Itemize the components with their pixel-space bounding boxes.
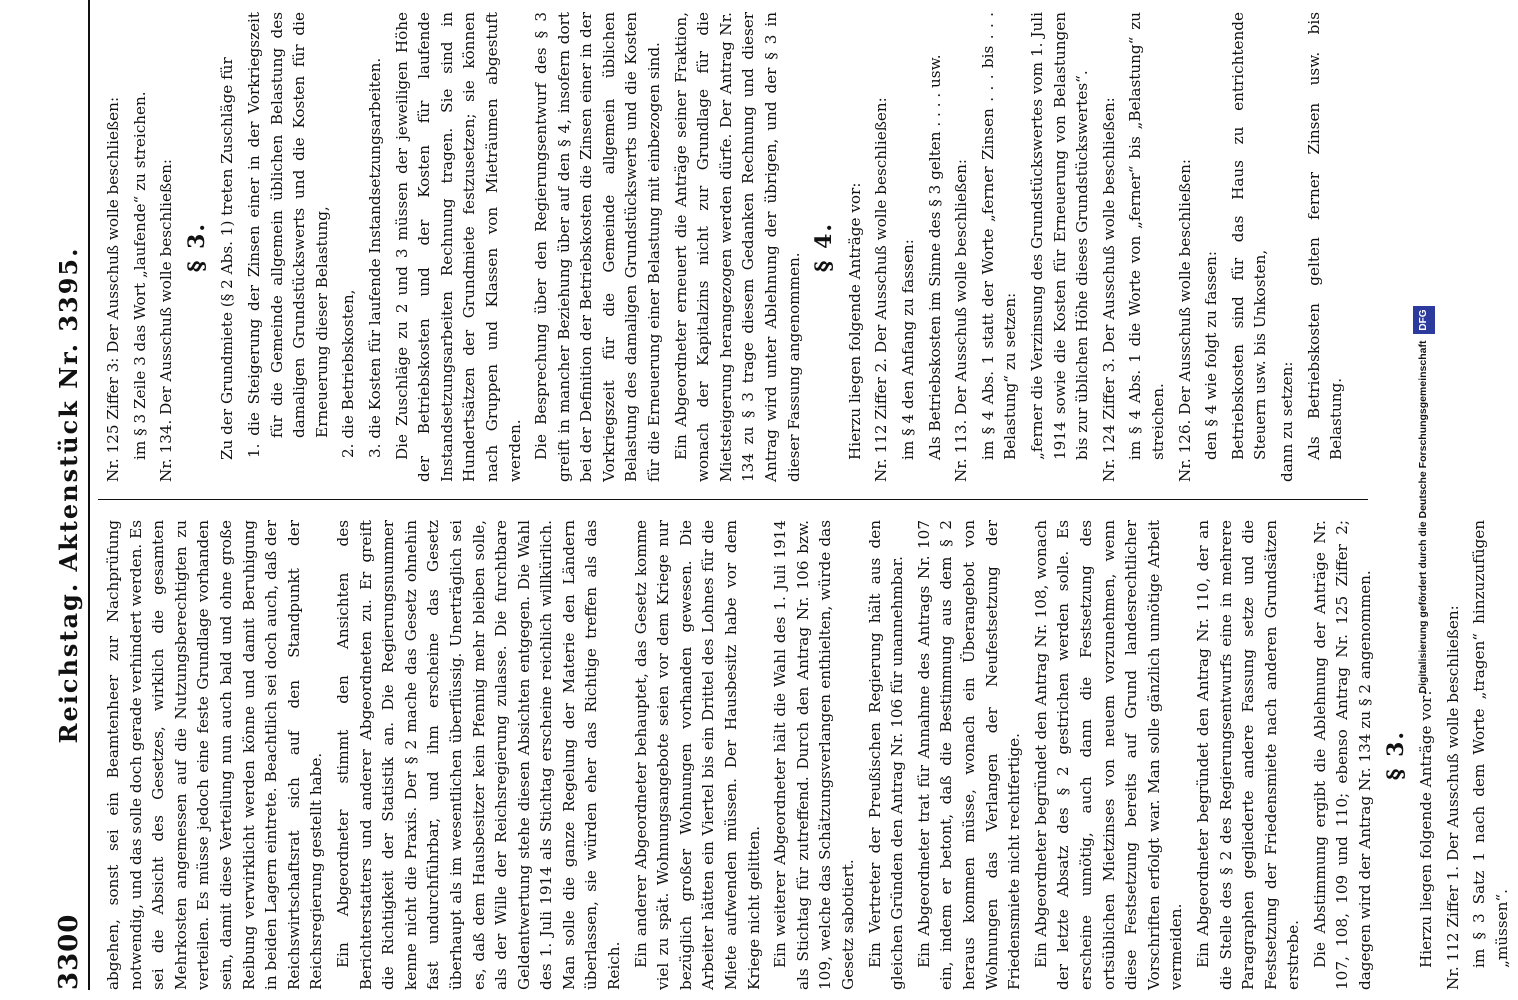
paragraph: Ein Abgeordneter begründet den Antrag Nr. 108, wonach der letzte Absatz des § 2 gestrichen werden solle. Es erscheine unnötig, auch dann die Festsetzung des ortsüblichen Mietzinses von neuem vorzunehmen, wenn diese Festsetzung bereits auf Grund landesrechtlicher Vorschriften erfolgt war. Man solle gänzlich unnötige Arbeit vermeiden. xyxy=(1031,520,1186,990)
paragraph: Hierzu liegen folgende Anträge vor: xyxy=(845,182,864,460)
paragraph: Ein Abgeordneter stimmt den Ansichten des Berichterstatters und anderer Abgeordneten zu. Er greift die Richtigkeit der Statistik an. Die Regierungsnummer kenne nicht die Praxis. Der § 2 mache das Gesetz ohnehin fast undurchführbar, und ihm erscheine das Gesetz überhaupt als im wesentlichen überflüssig. Unerträglich sei es, daß dem Hausbesitzer kein Pfennig mehr bleiben solle, als der Wille der Reichsregierung zulasse. Die furchtbare Geldentwertung stehe diesen Absichten entgegen. Die Wahl des 1. Juli 1914 als Stichtag erscheine reichlich willkürlich. Man solle die ganze Regelung der Materie den Ländern überlassen, sie würden eher das Richtige treffen als das Reich. xyxy=(333,520,624,990)
header-rule xyxy=(88,0,90,990)
paragraph: Die Abstimmung ergibt die Ablehnung der Anträge Nr. 107, 108, 109 und 110; ebenso Antrag Nr. 125 Ziffer 2; dagegen wird der Antrag Nr. 134 zu § 2 angenommen. xyxy=(1310,520,1375,990)
section-heading: § 3. xyxy=(183,221,210,273)
paragraph: Nr. 112 Ziffer 1. Der Ausschuß wolle beschließen: xyxy=(1443,605,1462,990)
right-column xyxy=(102,12,1352,482)
paragraph: im § 3 Zeile 3 das Wort „laufende“ zu streichen. xyxy=(130,91,149,460)
paragraph: Ein Abgeordneter erneuert die Anträge seiner Fraktion, wonach der Kapitalzins nicht zur Grundlage für die Mietsteigerung herangezogen werden dürfe. Der Antrag Nr. 134 zu § 3 trage diesem Gedanken Rechnung und dieser Antrag wird unter Ablehnung der übrigen, und der § 3 in dieser Fassung angenommen. xyxy=(671,12,803,482)
paragraph: Ein weiterer Abgeordneter hält die Wahl des 1. Juli 1914 als Stichtag für zutreffend. Durch den Antrag Nr. 106 bzw. 109, welche das Schätzungsverlangen enthielten, würde das Gesetz sabotiert. xyxy=(771,520,857,990)
paragraph: im § 4 Abs. 1 statt der Worte „ferner Zinsen . . . bis . . . Belastung“ zu setzen: xyxy=(978,12,1020,460)
paragraph: Hierzu liegen folgende Anträge vor: xyxy=(1417,690,1436,968)
paragraph: Ein Abgeordneter trat für Annahme des Antrags Nr. 107 ein, indem er betont, daß die Bestimmung aus dem § 2 heraus kommen müsse, wonach ein Überangebot von Wohnungen das Verlangen der Neufestsetzung der Friedensmiete nicht rechtfertige. xyxy=(914,520,1024,990)
paragraph: dann zu setzen: xyxy=(1277,361,1296,482)
list-item: 3. die Kosten für laufende Instandsetzungsarbeiten. xyxy=(365,57,384,458)
paragraph: Nr. 125 Ziffer 3: Der Ausschuß wolle beschließen: xyxy=(104,96,122,482)
paragraph: Ein anderer Abgeordneter behauptet, das Gesetz komme viel zu spät. Wohnungsangebote seien vor dem Kriege nur bezüglich großer Wohnungen vorhanden gewesen. Die Arbeiter hätten ein Viertel bis ein Drittel des Lohnes für die Miete aufwenden müssen. Der Hausbesitz habe vor dem Kriege nicht gelitten. xyxy=(631,520,763,990)
paragraph: Ein Abgeordneter begründet den Antrag Nr. 110, der an die Stelle des § 2 des Regierungsentwurfs eine in mehrere Paragraphen gegliederte andere Fassung setze und die Festsetzung der Friedensmiete nach anderen Grundsätzen erstrebe. xyxy=(1193,520,1303,990)
paragraph: Ein Vertreter der Preußischen Regierung hält aus den gleichen Gründen den Antrag Nr. 106 für unannehmbar. xyxy=(865,520,907,990)
left-column xyxy=(102,520,1518,990)
funding-text: Digitalisierung gefördert durch die Deutsche Forschungsgemeinschaft xyxy=(1417,340,1429,694)
paragraph: Nr. 134. Der Ausschuß wolle beschließen: xyxy=(157,158,176,482)
digitization-note xyxy=(1412,0,1434,1000)
paragraph: Nr. 124 Ziffer 3. Der Ausschuß wolle beschließen: xyxy=(1099,97,1118,482)
paragraph: Die Zuschläge zu 2 und 3 müssen der jeweiligen Höhe der Betriebskosten und der Kosten für laufende Instandsetzungsarbeiten Rechnung tragen. Sie sind in Hundertsätzen der Grundmiete festzusetzen; sie können nach Gruppen und Klassen von Mieträumen abgestuft werden. xyxy=(392,12,524,482)
paragraph: Nr. 126. Der Ausschuß wolle beschließen: xyxy=(1175,158,1194,482)
section-heading: § 3. xyxy=(1382,729,1409,781)
paragraph: Die Besprechung über den Regierungsentwurf des § 3 greift in mancher Beziehung über auf den § 4, insofern dort bei der Definition der Betriebskosten die Zinsen einer in der Vorkriegszeit für die Gemeinde allgemein üblichen Belastung des damaligen Grundstückswerts und die Kosten für die Erneuerung einer Belastung mit einbezogen sind. xyxy=(532,12,664,482)
paragraph: Betriebskosten sind für das Haus zu entrichtende Steuern usw. bis Unkosten, xyxy=(1228,12,1270,460)
column-divider xyxy=(98,499,1368,500)
paragraph: Als Betriebskosten im Sinne des § 3 gelten . . . . usw. xyxy=(925,54,944,460)
paragraph: abgehen, sonst sei ein Beamtenheer zur Nachprüfung notwendig, und das solle doch gerade verhindert werden. Es sei die Absicht des Gesetzes, wirklich die gesamten Mehrkosten angemessen auf die Nutzungsberechtigten zu verteilen. Es müsse jedoch eine feste Grundlage vorhanden sein, damit diese Verteilung nun auch bald und ohne große Reibung verwirklicht werden könne und damit Beruhigung in beiden Lagern eintrete. Beachtlich sei doch auch, daß der Reichswirtschaftsrat sich auf den Standpunkt der Reichsregierung gestellt habe. xyxy=(104,520,326,990)
paragraph: Nr. 113. Der Ausschuß wolle beschließen: xyxy=(952,158,971,482)
page-number: 3300 xyxy=(54,913,84,990)
paragraph: „ferner die Verzinsung des Grundstückswertes vom 1. Juli 1914 sowie die Kosten für Erneuerung von Belastungen bis zur üblichen Höhe dieses Grundstückswertes“. xyxy=(1027,12,1092,460)
paragraph: im § 4 Abs. 1 die Worte von „ferner“ bis „Belastung“ zu streichen. xyxy=(1126,12,1167,460)
list-item: 2. die Betriebskosten, xyxy=(339,289,358,458)
list-item: 1. die Steigerung der Zinsen einer in der Vorkriegszeit für die Gemeinde allgemein üblichen Belastung des damaligen Grundstückswerts und die Kosten für die Erneuerung dieser Belastung, xyxy=(244,12,331,458)
page-header xyxy=(50,0,90,990)
digitization-note-text xyxy=(1412,0,1434,1000)
paragraph: im § 4 den Anfang zu fassen: xyxy=(899,239,917,460)
paragraph: Zu der Grundmiete (§ 2 Abs. 1) treten Zuschläge für xyxy=(218,57,237,460)
paragraph: den § 4 wie folgt zu fassen: xyxy=(1202,251,1221,460)
paragraph: Als Betriebskosten gelten ferner Zinsen usw. bis Belastung. xyxy=(1304,12,1346,460)
header-title: Reichstag. Aktenstück Nr. 3395. xyxy=(54,246,83,744)
paragraph: Nr. 112 Ziffer 2. Der Ausschuß wolle beschließen: xyxy=(872,97,891,482)
paragraph: im § 3 Satz 1 nach dem Worte „tragen“ hinzuzufügen „müssen“. xyxy=(1470,520,1512,968)
dfg-logo: DFG xyxy=(1413,307,1435,334)
section-heading: § 4. xyxy=(811,221,838,273)
